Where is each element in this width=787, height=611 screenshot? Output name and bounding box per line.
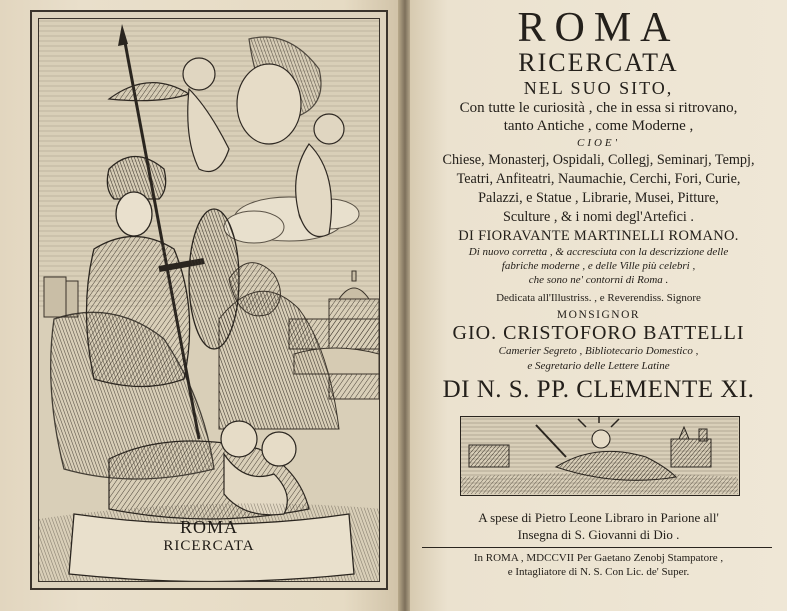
colophon-line: In ROMA , MDCCVII Per Gaetano Zenobj Stampatore , — [473, 552, 724, 564]
subtitle-tanto: tanto Antiche , come Moderne , — [503, 118, 694, 134]
places-line: Chiese, Monasterj, Ospidali, Collegj, Seminarj, Tempj, — [442, 152, 755, 168]
subtitle-curiosita: Con tutte le curiosità , che in essa si ritrovano, — [459, 100, 738, 116]
office-line: Camerier Segreto , Bibliotecario Domestico , — [498, 345, 699, 357]
frontispiece-engraving — [39, 19, 380, 582]
cioe-label: CIOE' — [576, 137, 620, 149]
places-line: Palazzi, e Statue , Librarie, Musei, Pitture, — [478, 190, 719, 206]
pope-line: DI N. S. PP. CLEMENTE XI. — [442, 376, 755, 403]
monsignor-label: MONSIGNOR — [556, 309, 641, 321]
description-line: Di nuovo corretta , & accresciuta con la descrizzione delle — [468, 246, 729, 258]
river-god-vignette — [460, 416, 740, 496]
imprint-line: A spese di Pietro Leone Libraro in Parione all' — [478, 510, 719, 525]
colophon-rule — [422, 547, 772, 548]
description-line: che sono ne' contorni di Roma . — [528, 274, 669, 286]
author-line: DI FIORAVANTE MARTINELLI ROMANO. — [458, 228, 739, 244]
office-line: e Segretario delle Lettere Latine — [527, 360, 670, 372]
description-line: fabriche moderne , e delle Ville più celebri , — [501, 260, 696, 272]
book-subtitle-2: NEL SUO SITO, — [523, 78, 674, 98]
plate-caption — [87, 511, 331, 567]
title-page — [410, 0, 787, 611]
colophon-line: e Intagliatore di N. S. Con Lic. de' Super. — [507, 566, 690, 578]
imprint-line: Insegna di S. Giovanni di Dio . — [517, 527, 680, 542]
places-line: Sculture , & i nomi degl'Artefici . — [503, 209, 694, 225]
book-title: ROMA — [517, 5, 680, 51]
patron-name: GIO. CRISTOFORO BATTELLI — [452, 322, 745, 344]
caption-line-2: RICERCATA — [163, 538, 255, 554]
places-line: Teatri, Anfiteatri, Naumachie, Cerchi, Fori, Curie, — [456, 171, 741, 187]
frontispiece-plate — [30, 10, 388, 590]
vignette-engraving — [461, 417, 738, 494]
engraving-area — [38, 18, 380, 582]
dedication-line: Dedicata all'Illustriss. , e Reverendiss. Signore — [496, 292, 701, 304]
book-subtitle-1: RICERCATA — [518, 48, 679, 77]
caption-line-1: ROMA — [179, 517, 238, 537]
